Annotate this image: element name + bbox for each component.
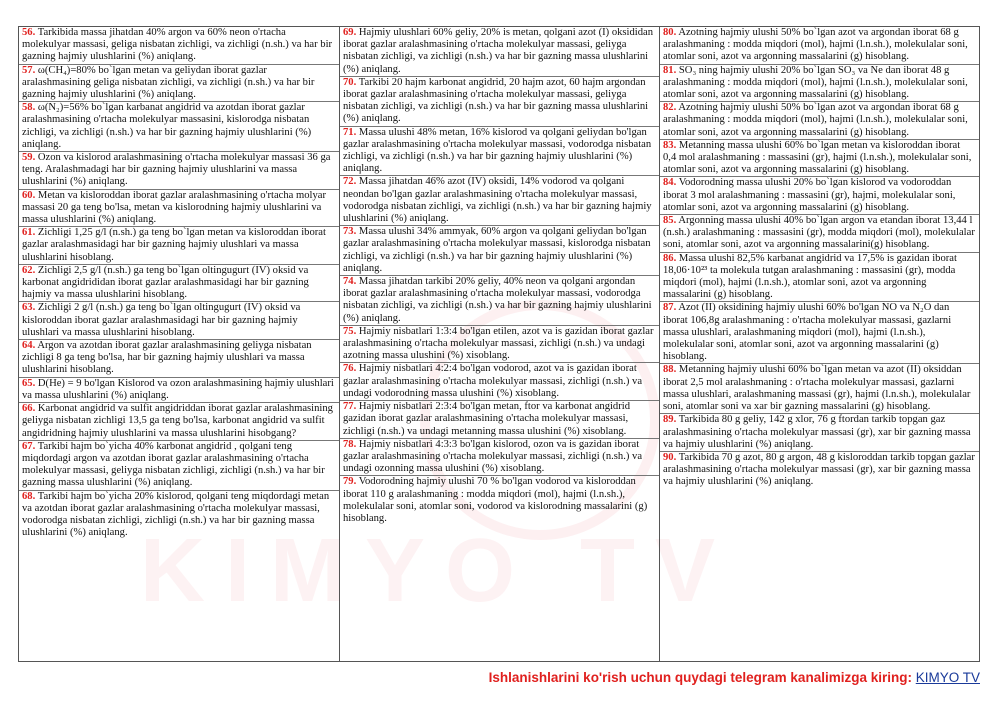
problem-item [340,176,659,226]
problem-item [19,302,339,340]
problem-number: 76. [343,363,357,375]
problem-number: 81. [663,64,677,76]
problem-number: 79. [343,476,357,488]
problem-text: Hajmiy nisbatlari 4:2:4 bo'lgan vodorod, azot va is gazidan iborat gazlar aralashmasining o'rtacha molekulyar massasi, zichligi (n.sh.) va undagi vodorodning massa ulushini (%) xisoblang. [343,363,643,399]
problem-number: 57. [22,64,36,76]
problem-item [660,27,979,65]
problem-text: ω(N₂)=56% bo`lgan karbanat angidrid va azotdan iborat gazlar aralashmasining o'rtacha molekulyar massasini, kislorodga nisbatan zichligi, va zichligi (n.sh.) va har bir gazning hajmiy ulushlarini (%) aniqlang. [22,102,312,150]
problem-number: 78. [343,438,357,450]
problem-item [19,265,339,303]
problem-text: Azotning hajmiy ulushi 50% bo`lgan azot va argondan iborat 68 g aralashmaning : modda miqdori (mol), hajmi (l.n.sh.), molekulalar soni, atomlar soni, azot va argonning massalarini (g) hisoblang. [663,102,968,138]
problem-text: Ozon va kislorod aralashmasining o'rtacha molekulyar massasi 36 ga teng. Aralashmadagi har bir gazning hajmiy ulushlarini va massa ulushlarini (%) aniqlang. [22,152,331,188]
problem-number: 56. [22,27,36,38]
problem-number: 87. [663,302,677,314]
problem-number: 75. [343,325,357,337]
problem-number: 72. [343,176,357,188]
problem-item [660,253,979,303]
problem-item [19,340,339,378]
problem-item [19,441,339,491]
problem-text: Vodorodning massa ulushi 20% bo`lgan kislorod va vodoroddan iborat 3 mol aralashmaning : massasini (gr), hajmi, molekulalar soni, atomlar soni, azot va argonning massalarini (g) hisoblang. [663,177,956,213]
problem-item [340,401,659,439]
problem-number: 59. [22,152,36,164]
problem-number: 71. [343,126,357,138]
problem-number: 80. [663,27,677,38]
problem-item [19,102,339,152]
problem-item [340,226,659,276]
problem-item [660,452,979,489]
problem-text: Massa ulushi 48% metan, 16% kislorod va qolgani geliydan bo'lgan gazlar aralashmasining o'rtacha molekulyar massasi, vodorodga nisbatan zichligi, va zichligi (n.sh.) va har bir gazning hajmiy ulushlarini (%) aniqlang. [343,126,652,175]
problem-text: Tarkibida 80 g geliy, 142 g xlor, 76 g ftordan tarkib topgan gaz aralashmasining o'rtacha molekulyar massasi (gr), xar bir gazning massa va hajmiy ulushlarini (%) aniqlang. [663,414,971,450]
problem-number: 83. [663,139,677,151]
problem-text: Massa jihatdan tarkibi 20% geliy, 40% neon va qolgani argondan iborat gazlar aralashmasining o'rtacha molekulyar massasi, vodorodga nisbatan zichligi, va zichligi (n.sh.) va har bir gazning hajmiy ulushlarini (%) aniqlang. [343,276,652,324]
problem-item [19,491,339,540]
problem-number: 84. [663,177,677,189]
problem-text: Argon va azotdan iborat gazlar aralashmasining geliyga nisbatan zichligi 8 ga teng bo'lsa, har bir gazning hajmiy ulushlari va massa ulushlarini hisoblang. [22,340,312,376]
problem-text: Hajmiy nisbatlari 1:3:4 bo'lgan etilen, azot va is gazidan iborat gazlar aralashmasining o'rtacha molekulyar massasi, zichligi (n.sh.) va undagi azotning massa ulushini (%) xisoblang. [343,325,654,362]
problem-text: Tarkibi hajm bo`yicha 40% karbonat angidrid , qolgani teng miqdordagi argon va azotdan iborat gazlar aralashmasining o'rtacha molekulyar massasi, geliyga nisbatan zichligi, zichligi (n.sh.) va har bir gazning massa ulushlarini (%) aniqlang. [22,440,325,489]
problem-text: Azotning hajmiy ulushi 50% bo`lgan azot va argondan iborat 68 g aralashmaning : modda miqdori (mol), hajmi (l.n.sh.), molekulalar soni, atomlar soni, azot va argonning massalarini (g) hisoblang. [663,27,968,63]
watermark-text: KIMYO TV [140,521,736,621]
problem-text: Zichligi 1,25 g/l (n.sh.) ga teng bo`lgan metan va kisloroddan iborat gazlar aralashmasidagi har bir gazning hajmiy ulushlari va massa ulushlarini hisoblang. [22,227,326,263]
problem-number: 69. [343,27,357,38]
problem-item [19,227,339,265]
problems-column-2 [340,26,660,662]
problem-number: 82. [663,102,677,114]
problem-number: 63. [22,302,36,314]
problem-item [340,363,659,401]
problem-number: 77. [343,401,357,413]
problem-number: 68. [22,490,36,502]
problem-text: Tarkibida 70 g azot, 80 g argon, 48 g kisloroddan tarkib topgan gazlar aralashmasining o'rtacha molekulyar massasi (gr), xar bir gazning massa va hajmiy ulushlarini (%) aniqlang. [663,451,975,488]
problem-text: Zichligi 2,5 g/l (n.sh.) ga teng bo`lgan oltingugurt (IV) oksid va karbonat angidrididan iborat gazlar aralashmasidagi har bir gazning hajmiy va massa ulushlarini hisoblang. [22,264,309,301]
problem-text: Tarkibi 20 hajm karbonat angidrid, 20 hajm azot, 60 hajm argondan iborat gazlar aralashmasining o'rtacha molekulyar massasi, geliyga nisbatan zichligi, va zichligi (n.sh.) va har bir gazning massa ulushlarini (%) aniqlang. [343,76,649,125]
problem-item [19,378,339,403]
problem-number: 58. [22,102,36,114]
footer-note [480,670,980,685]
problem-text: Hajmiy nisbatlari 4:3:3 bo'lgan kislorod, ozon va is gazidan iborat gazlar aralashmasining o'rtacha molekulyar massasi, zichligi (n.sh.) va undagi ozonning massa ulushini (%) xisoblang. [343,438,643,475]
problem-text: Tarkibida massa jihatdan 40% argon va 60% neon o'rtacha molekulyar massasi, geliga nisbatan zichligi, va zichligi (n.sh.) va har bir gazning hajmiy ulushlarini (%) aniqlang. [22,27,333,63]
problem-item [660,65,979,103]
problems-column-3 [660,26,980,662]
problem-item [340,439,659,477]
problem-item [340,77,659,127]
problems-column-1 [18,26,340,662]
problem-number: 64. [22,340,36,352]
problem-item [340,276,659,326]
problem-number: 67. [22,440,36,452]
problems-table [18,26,980,662]
problem-number: 90. [663,451,677,463]
problem-number: 61. [22,227,36,239]
problem-item [660,364,979,414]
problem-item [660,177,979,215]
problem-text: D(He) = 9 bo'lgan Kislorod va ozon aralashmasining hajmiy ulushlari va massa ulushlarini (%) aniqlang. [22,377,334,401]
problem-text: Karbonat angidrid va sulfit angidriddan iborat gazlar aralashmasining geliyga nisbatan zichligi 13,5 ga teng bo'lsa, karbonat angidrid va sulfit angidridning hajmiy ulushlarini va massa ulushlarini hisobgang? [22,403,333,439]
problem-item [340,127,659,177]
problem-item [660,302,979,364]
problem-number: 89. [663,414,677,426]
problem-number: 65. [22,377,36,389]
problem-item [19,65,339,103]
problem-item [660,215,979,253]
problem-number: 74. [343,276,357,288]
problem-item [19,403,339,441]
problem-item [340,326,659,364]
problem-text: Hajmiy ulushlari 60% geliy, 20% is metan, qolgani azot (I) oksididan iborat gazlar aralashmasining o'rtacha molekulyar massasi, geliyga nisbatan zichligi, va zichligi (n.sh.) va har bir gazning massa ulushlarini (%) aniqlang. [343,27,654,75]
problem-text: Metanning massa ulushi 60% bo`lgan metan va kisloroddan iborat 0,4 mol aralashmaning : massasini (gr), hajmi (l.n.sh.), molekulalar soni, atomlar soni, azot va argonning massalarini (g) hisoblang. [663,139,972,176]
problem-text: Argonning massa ulushi 40% bo`lgan argon va etandan iborat 13,44 l (n.sh.) aralashmaning : massasini (gr), modda miqdori (mol), molekulalar soni, atomlar soni, azot va argonning massalarini(g) hisoblang. [663,215,975,251]
problem-item [660,414,979,452]
problem-number: 86. [663,252,677,264]
problem-text: Massa ulushi 82,5% karbanat angidrid va 17,5% is gazidan iborat 18,06·10²³ ta molekula tutgan aralashmaning : massasini (gr), modda miqdori (mol), hajmi (l.n.sh.), atomlar soni, azot va argonning massalarini (g) hisoblang. [663,252,957,301]
problem-number: 73. [343,226,357,238]
footer-text: Ishlanishlarini ko'rish uchun quydagi telegram kanalimizga kiring: [488,670,912,685]
problem-item [19,27,339,65]
problem-text: Vodorodning hajmiy ulushi 70 % bo'lgan vodorod va kisloroddan iborat 110 g aralashmaning : modda miqdori (mol), hajmi (l.n.sh.), molekulalar soni, atomlar soni, vodorod va kislorodning massalarini (g) hisoblang. [343,476,648,524]
problem-text: Massa jihatdan 46% azot (IV) oksidi, 14% vodorod va qolgani neondan bo'lgan gazlar aralashmasining o'rtacha molekulyar massasi, vodorodga nisbatan zichligi, va zichligi (n.sh.) va har bir gazning hajmiy ulushlarini (%) aniqlang. [343,176,652,225]
problem-item [660,102,979,140]
problem-item [340,27,659,77]
problem-item [660,140,979,178]
problem-text: Zichligi 2 g/l (n.sh.) ga teng bo`lgan oltingugurt (IV) oksid va kisloroddan iborat gazlar aralashmasidagi har bir gazning hajmiy ulushlari va massa ulushlarini hisoblang. [22,302,301,338]
problem-text: Azot (II) oksidining hajmiy ulushi 60% bo'lgan NO va N₂O dan iborat 106,8g aralashmaning : o'rtacha molekulyar massasi, gazlarni massa ulushlari, aralashmaning miqdori (mol), hajmi (l.n.sh.), molekulalar soni, atomlar soni, azot va argonning massalarini (g) hisoblang. [663,302,952,363]
problem-text: Metan va kisloroddan iborat gazlar aralashmasining o'rtacha molyar massasi 20 ga teng bo'lsa, metan va kislorodning hajmiy ulushlarini va massa ulushlarini (%) aniqlang. [22,189,327,226]
problem-item [340,476,659,525]
problem-item [19,152,339,190]
problem-item [19,190,339,228]
telegram-link[interactable]: KIMYO TV [915,670,980,685]
problem-number: 66. [22,403,36,415]
problem-text: Massa ulushi 34% ammyak, 60% argon va qolgani geliydan bo'lgan gazlar aralashmasining o'rtacha molekulyar massasi, kislorodga nisbatan zichligi, va zichligi (n.sh.) va har bir gazning hajmiy ulushlarini (%) aniqlang. [343,226,651,274]
problem-number: 60. [22,189,36,201]
problem-number: 62. [22,264,36,276]
problem-text: Metanning hajmiy ulushi 60% bo`lgan metan va azot (II) oksiddan iborat 2,5 mol aralashmaning : o'rtacha molekulyar massasi, gazlarni massa ulushlari, aralashmaning massasi (gr), hajmi (l.n.sh.), molekulalar soni, atomlar soni va xar bir gazning massalarini (g) hisoblang. [663,364,971,413]
problem-number: 88. [663,364,677,376]
problem-text: ω(CH₄)=80% bo`lgan metan va geliydan iborat gazlar aralashmasining geliga nisbatan zichligi, va zichligi (n.sh.) va har bir gazning hajmiy ulushlarini (%) aniqlang. [22,64,315,101]
problem-number: 70. [343,76,357,88]
problem-text: Hajmiy nisbatlari 2:3:4 bo'lgan metan, ftor va karbonat angidrid gazidan iborat gazlar aralashmasining o'rtacha molekulyar massasi, zichligi (n.sh.) va undagi metanning massa ulushini (%) xisoblang. [343,401,630,437]
problem-text: Tarkibi hajm bo`yicha 20% kislorod, qolgani teng miqdordagi metan va azotdan iborat gazlar aralashmasining o'rtacha molekulyar massasi, vodorodga nisbatan zichligi, zichligi (n.sh.) va har bir gazning massa ulushlarini (%) aniqlang. [22,490,330,539]
problem-text: SO₃ ning hajmiy ulushi 20% bo`lgan SO₃ va Ne dan iborat 48 g aralashmaning : modda miqdori (mol), hajmi (l.n.sh.), molekulalar soni, atomlar soni, azot va argonning massalarini (g) hisoblang. [663,64,968,101]
problem-number: 85. [663,215,677,227]
